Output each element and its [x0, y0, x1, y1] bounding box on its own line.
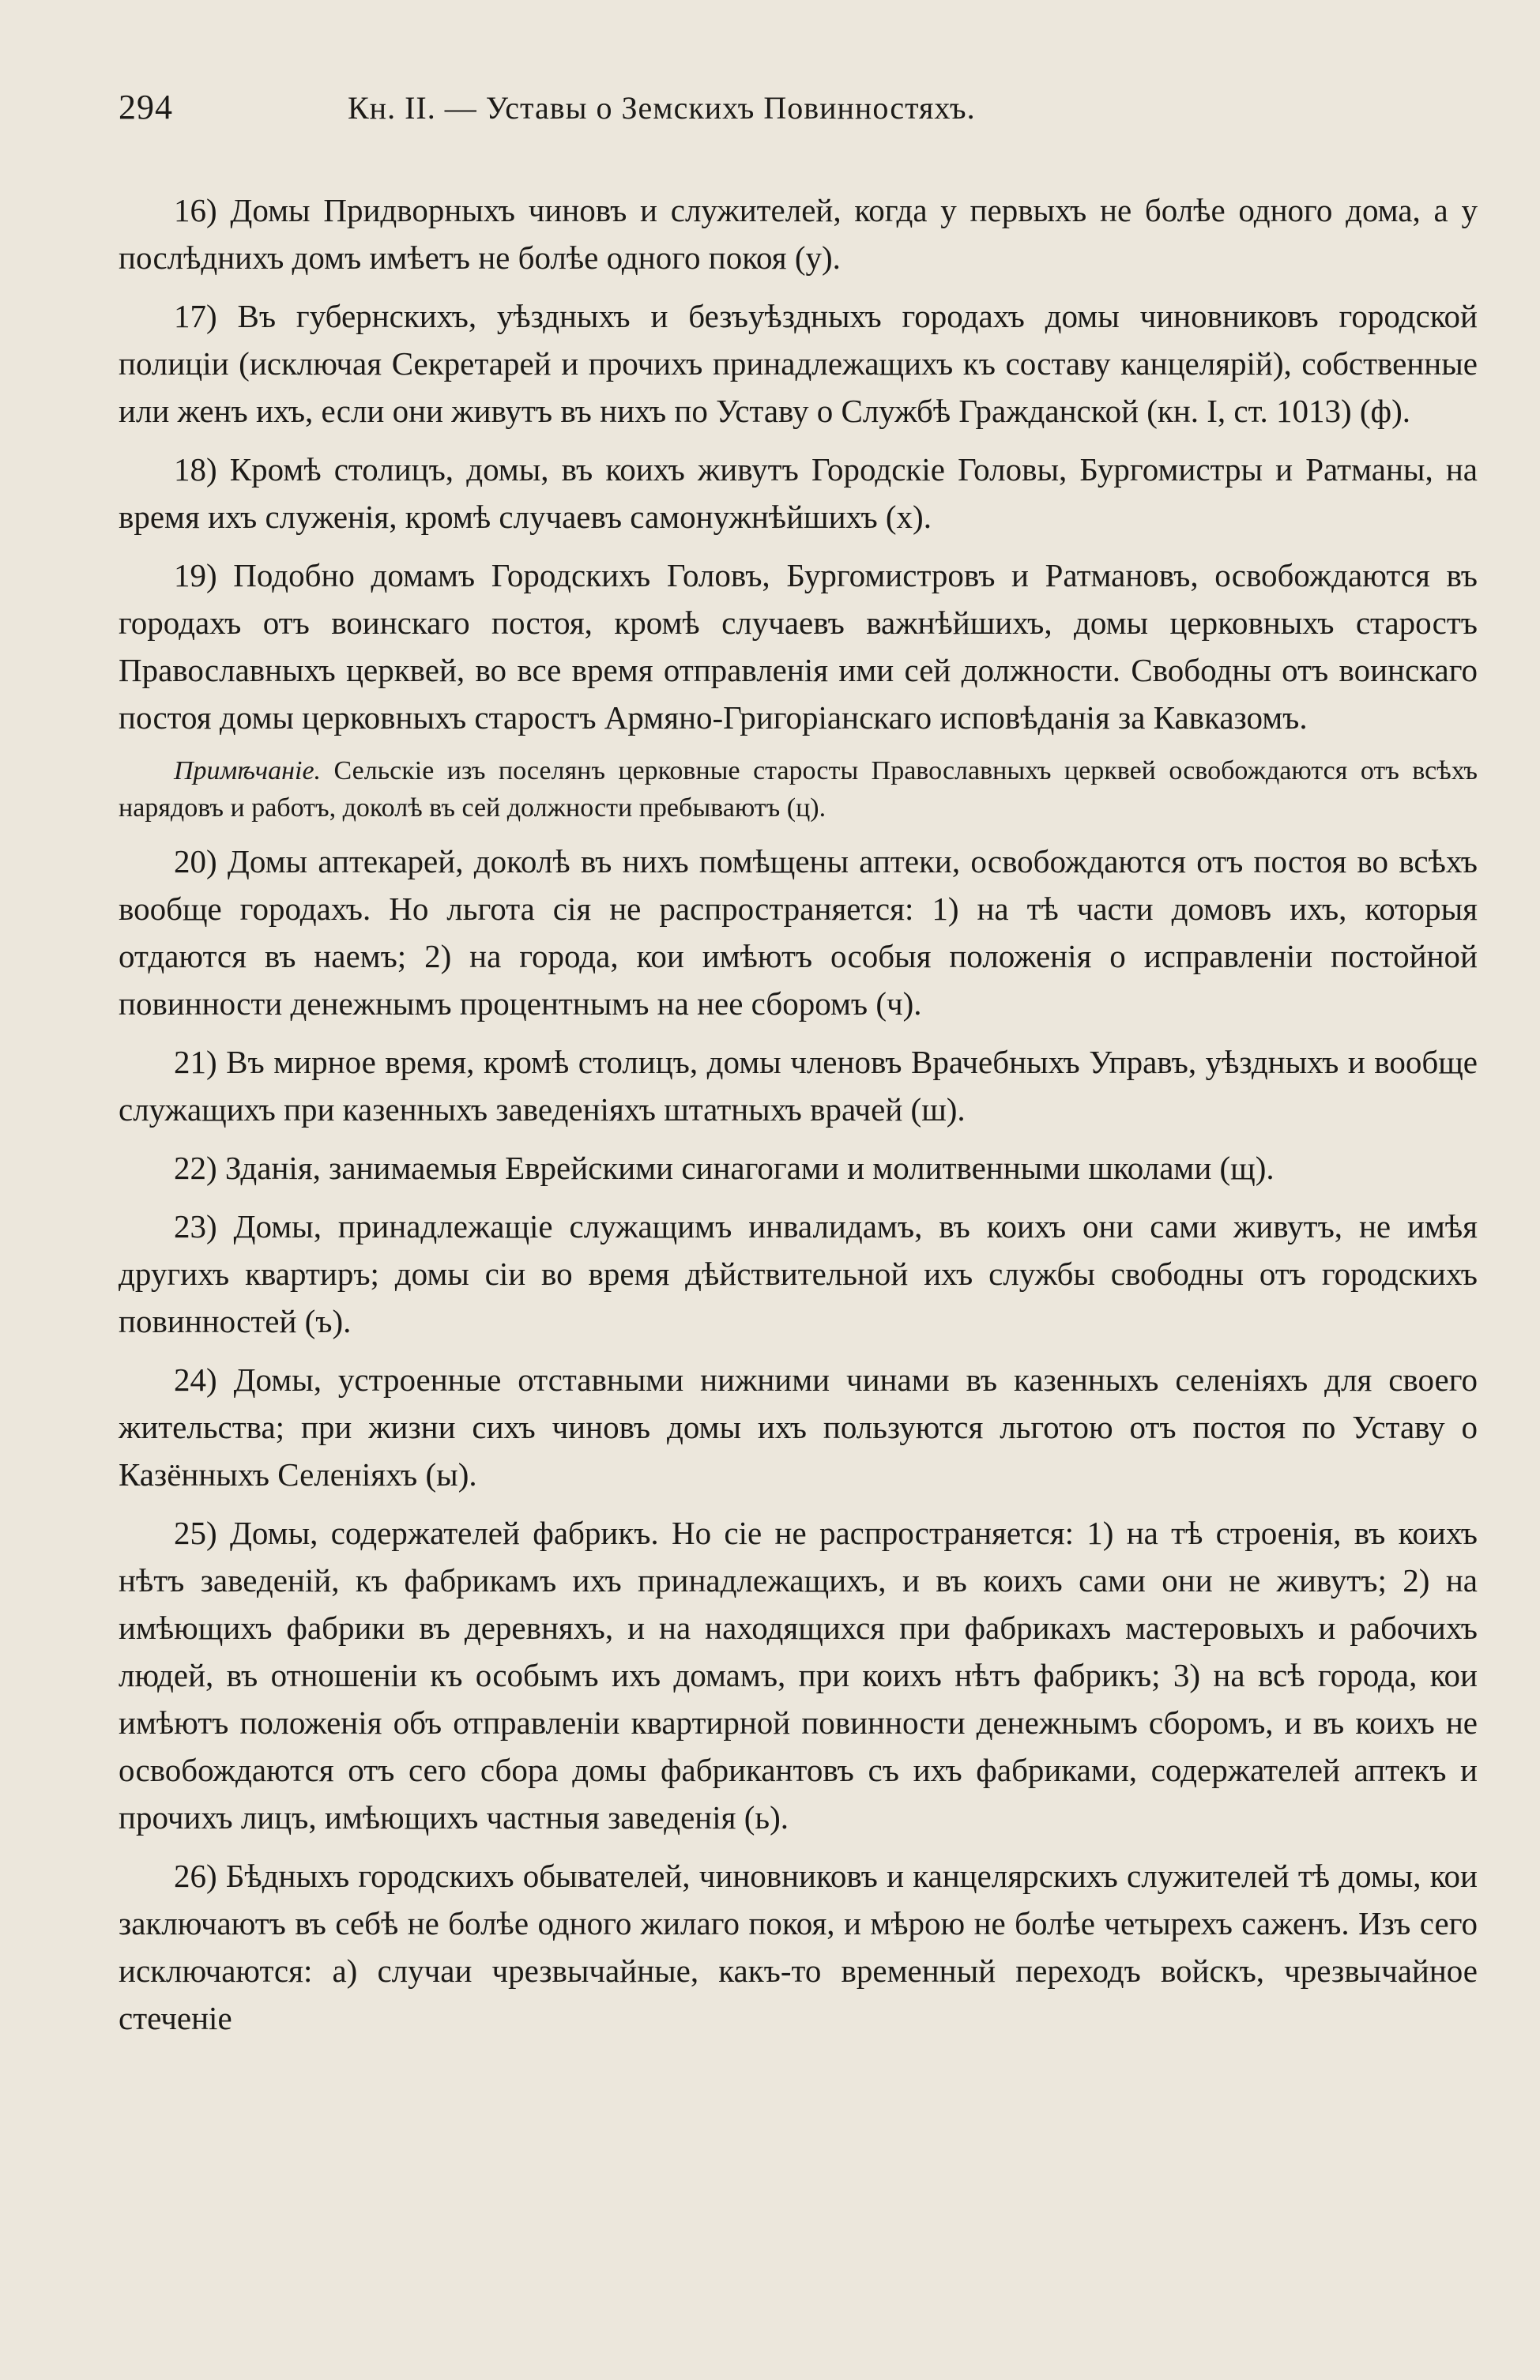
- note: [119, 752, 1478, 827]
- note-label: Примѣчаніе.: [174, 756, 322, 785]
- article-24: 24) Домы, устроенные отставными нижними чинами въ казенныхъ селеніяхъ для своего жительства; при жизни сихъ чиновъ домы ихъ пользуются льготою отъ постоя по Уставу о Казённыхъ Селеніяхъ (ы).: [119, 1361, 1478, 1493]
- page-body: [119, 186, 1478, 2042]
- article-26: 26) Бѣдныхъ городскихъ обывателей, чиновниковъ и канцелярскихъ служителей тѣ домы, кои заключаютъ въ себѣ не болѣе одного жилаго покоя, и мѣрою не болѣе четырехъ саженъ. Изъ сего исключаются: а) случаи чрезвычайные, какъ-то временный переходъ войскъ, чрезвычайное стеченіе: [119, 1858, 1478, 2036]
- running-title: Кн. II. — Уставы о Земскихъ Повинностяхъ.: [348, 90, 976, 126]
- article-23: 23) Домы, принадлежащіе служащимъ инвалидамъ, въ коихъ они сами живутъ, не имѣя другихъ квартиръ; домы сіи во время дѣйствительной ихъ службы свободны отъ городскихъ повинностей (ъ).: [119, 1208, 1478, 1339]
- note-text: Сельскіе изъ поселянъ церковные старосты Православныхъ церквей освобождаются отъ всѣхъ нарядовъ и работъ, доколѣ въ сей должности пребываютъ (ц).: [119, 756, 1478, 823]
- page-header: [119, 87, 1478, 142]
- article-18: 18) Кромѣ столицъ, домы, въ коихъ живутъ Городскіе Головы, Бургомистры и Ратманы, на время ихъ служенія, кромѣ случаевъ самонужнѣйшихъ (х).: [119, 451, 1478, 535]
- article-19: 19) Подобно домамъ Городскихъ Головъ, Бургомистровъ и Ратмановъ, освобождаются въ городахъ отъ воинскаго постоя, кромѣ случаевъ важнѣйшихъ, домы церковныхъ старостъ Православныхъ церквей, во все время отправленія ими сей должности. Свободны отъ воинскаго постоя домы церковныхъ старостъ Армяно-Григоріанскаго исповѣданія за Кавказомъ.: [119, 557, 1478, 736]
- book-page: [119, 87, 1478, 2347]
- page-number: 294: [119, 88, 173, 126]
- article-17: 17) Въ губернскихъ, уѣздныхъ и безъуѣздныхъ городахъ домы чиновниковъ городской полиціи (исключая Секретарей и прочихъ принадлежащихъ къ составу канцелярій), собственные или женъ ихъ, если они живутъ въ нихъ по Уставу о Службѣ Гражданской (кн. I, ст. 1013) (ф).: [119, 298, 1478, 429]
- article-25: 25) Домы, содержателей фабрикъ. Но сіе не распространяется: 1) на тѣ строенія, въ коихъ нѣтъ заведеній, къ фабрикамъ ихъ принадлежащихъ, и въ коихъ сами они не живутъ; 2) на имѣющихъ фабрики въ деревняхъ, и на находящихся при фабрикахъ мастеровыхъ и рабочихъ людей, въ отношеніи къ особымъ ихъ домамъ, при коихъ нѣтъ фабрикъ; 3) на всѣ города, кои имѣютъ положенія объ отправленіи квартирной повинности денежнымъ сборомъ, и въ коихъ не освобождаются отъ сего сбора домы фабрикантовъ съ ихъ фабриками, содержателей аптекъ и прочихъ лицъ, имѣющихъ частныя заведенія (ь).: [119, 1515, 1478, 1836]
- article-20: 20) Домы аптекарей, доколѣ въ нихъ помѣщены аптеки, освобождаются отъ постоя во всѣхъ вообще городахъ. Но льгота сія не распространяется: 1) на тѣ части домовъ ихъ, которыя отдаются въ наемъ; 2) на города, кои имѣютъ особыя положенія о исправленіи постойной повинности денежнымъ процентнымъ на нее сборомъ (ч).: [119, 843, 1478, 1022]
- article-22: 22) Зданія, занимаемыя Еврейскими синагогами и молитвенными школами (щ).: [174, 1150, 1275, 1186]
- article-21: 21) Въ мирное время, кромѣ столицъ, домы членовъ Врачебныхъ Управъ, уѣздныхъ и вообще служащихъ при казенныхъ заведеніяхъ штатныхъ врачей (ш).: [119, 1044, 1478, 1128]
- article-16: 16) Домы Придворныхъ чиновъ и служителей, когда у первыхъ не болѣе одного дома, а у послѣднихъ домъ имѣетъ не болѣе одного покоя (у).: [119, 192, 1478, 276]
